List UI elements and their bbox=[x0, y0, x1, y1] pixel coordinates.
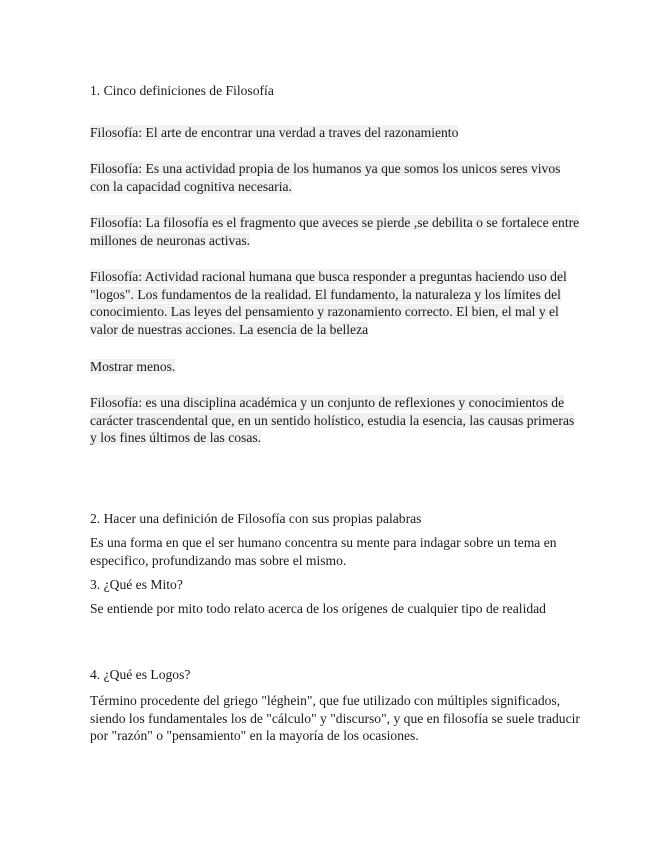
definition-1 bbox=[90, 124, 580, 142]
q4-answer: Término procedente del griego "léghein", que fue utilizado con múltiples significados, siendo los fundamentales los de "cálculo" y "discurso", y que en filosofía se suele traducir por "razón" o "pensamiento" en la mayoría de los ocasiones. bbox=[90, 693, 580, 744]
definition-2 bbox=[90, 160, 580, 195]
definition-5-text: Filosofía: es una disciplina académica y un conjunto de reflexiones y conocimientos de carácter trascendental que, en un sentido holístico, estudia la esencia, las causas primeras y los fines últimos de las cosas. bbox=[90, 395, 575, 446]
show-less-link[interactable] bbox=[90, 358, 580, 376]
definition-3-text: Filosofía: La filosofía es el fragmento que aveces se pierde ,se debilita o se fortalece entre millones de neuronas activas. bbox=[90, 215, 580, 248]
definition-2-text: Filosofía: Es una actividad propia de los humanos ya que somos los unicos seres vivos con la capacidad cognitiva necesaria. bbox=[90, 161, 561, 194]
q3-heading: 3. ¿Qué es Mito? bbox=[90, 577, 183, 592]
definition-3 bbox=[90, 214, 580, 249]
q4-heading: 4. ¿Qué es Logos? bbox=[90, 667, 191, 682]
definition-1-text: Filosofía: El arte de encontrar una verdad a traves del razonamiento bbox=[90, 125, 459, 140]
definition-4 bbox=[90, 268, 580, 338]
q1-heading: 1. Cinco definiciones de Filosofía bbox=[90, 83, 274, 98]
definition-4-text: Filosofía: Actividad racional humana que busca responder a preguntas haciendo uso del "logos". Los fundamentos de la realidad. El fundamento, la naturaleza y los límites del conocimiento. Las leyes del pensamiento y razonamiento correcto. El bien, el mal y el valor de nuestras acciones. La esencia de la belleza bbox=[90, 269, 567, 337]
q3-answer: Se entiende por mito todo relato acerca de los orígenes de cualquier tipo de realidad bbox=[90, 601, 546, 616]
q2-answer: Es una forma en que el ser humano concentra su mente para indagar sobre un tema en especifico, profundizando mas sobre el mismo. bbox=[90, 535, 557, 568]
q2-heading: 2. Hacer una definición de Filosofía con sus propias palabras bbox=[90, 511, 422, 526]
show-less-text: Mostrar menos. bbox=[90, 359, 176, 374]
definition-5 bbox=[90, 394, 580, 447]
